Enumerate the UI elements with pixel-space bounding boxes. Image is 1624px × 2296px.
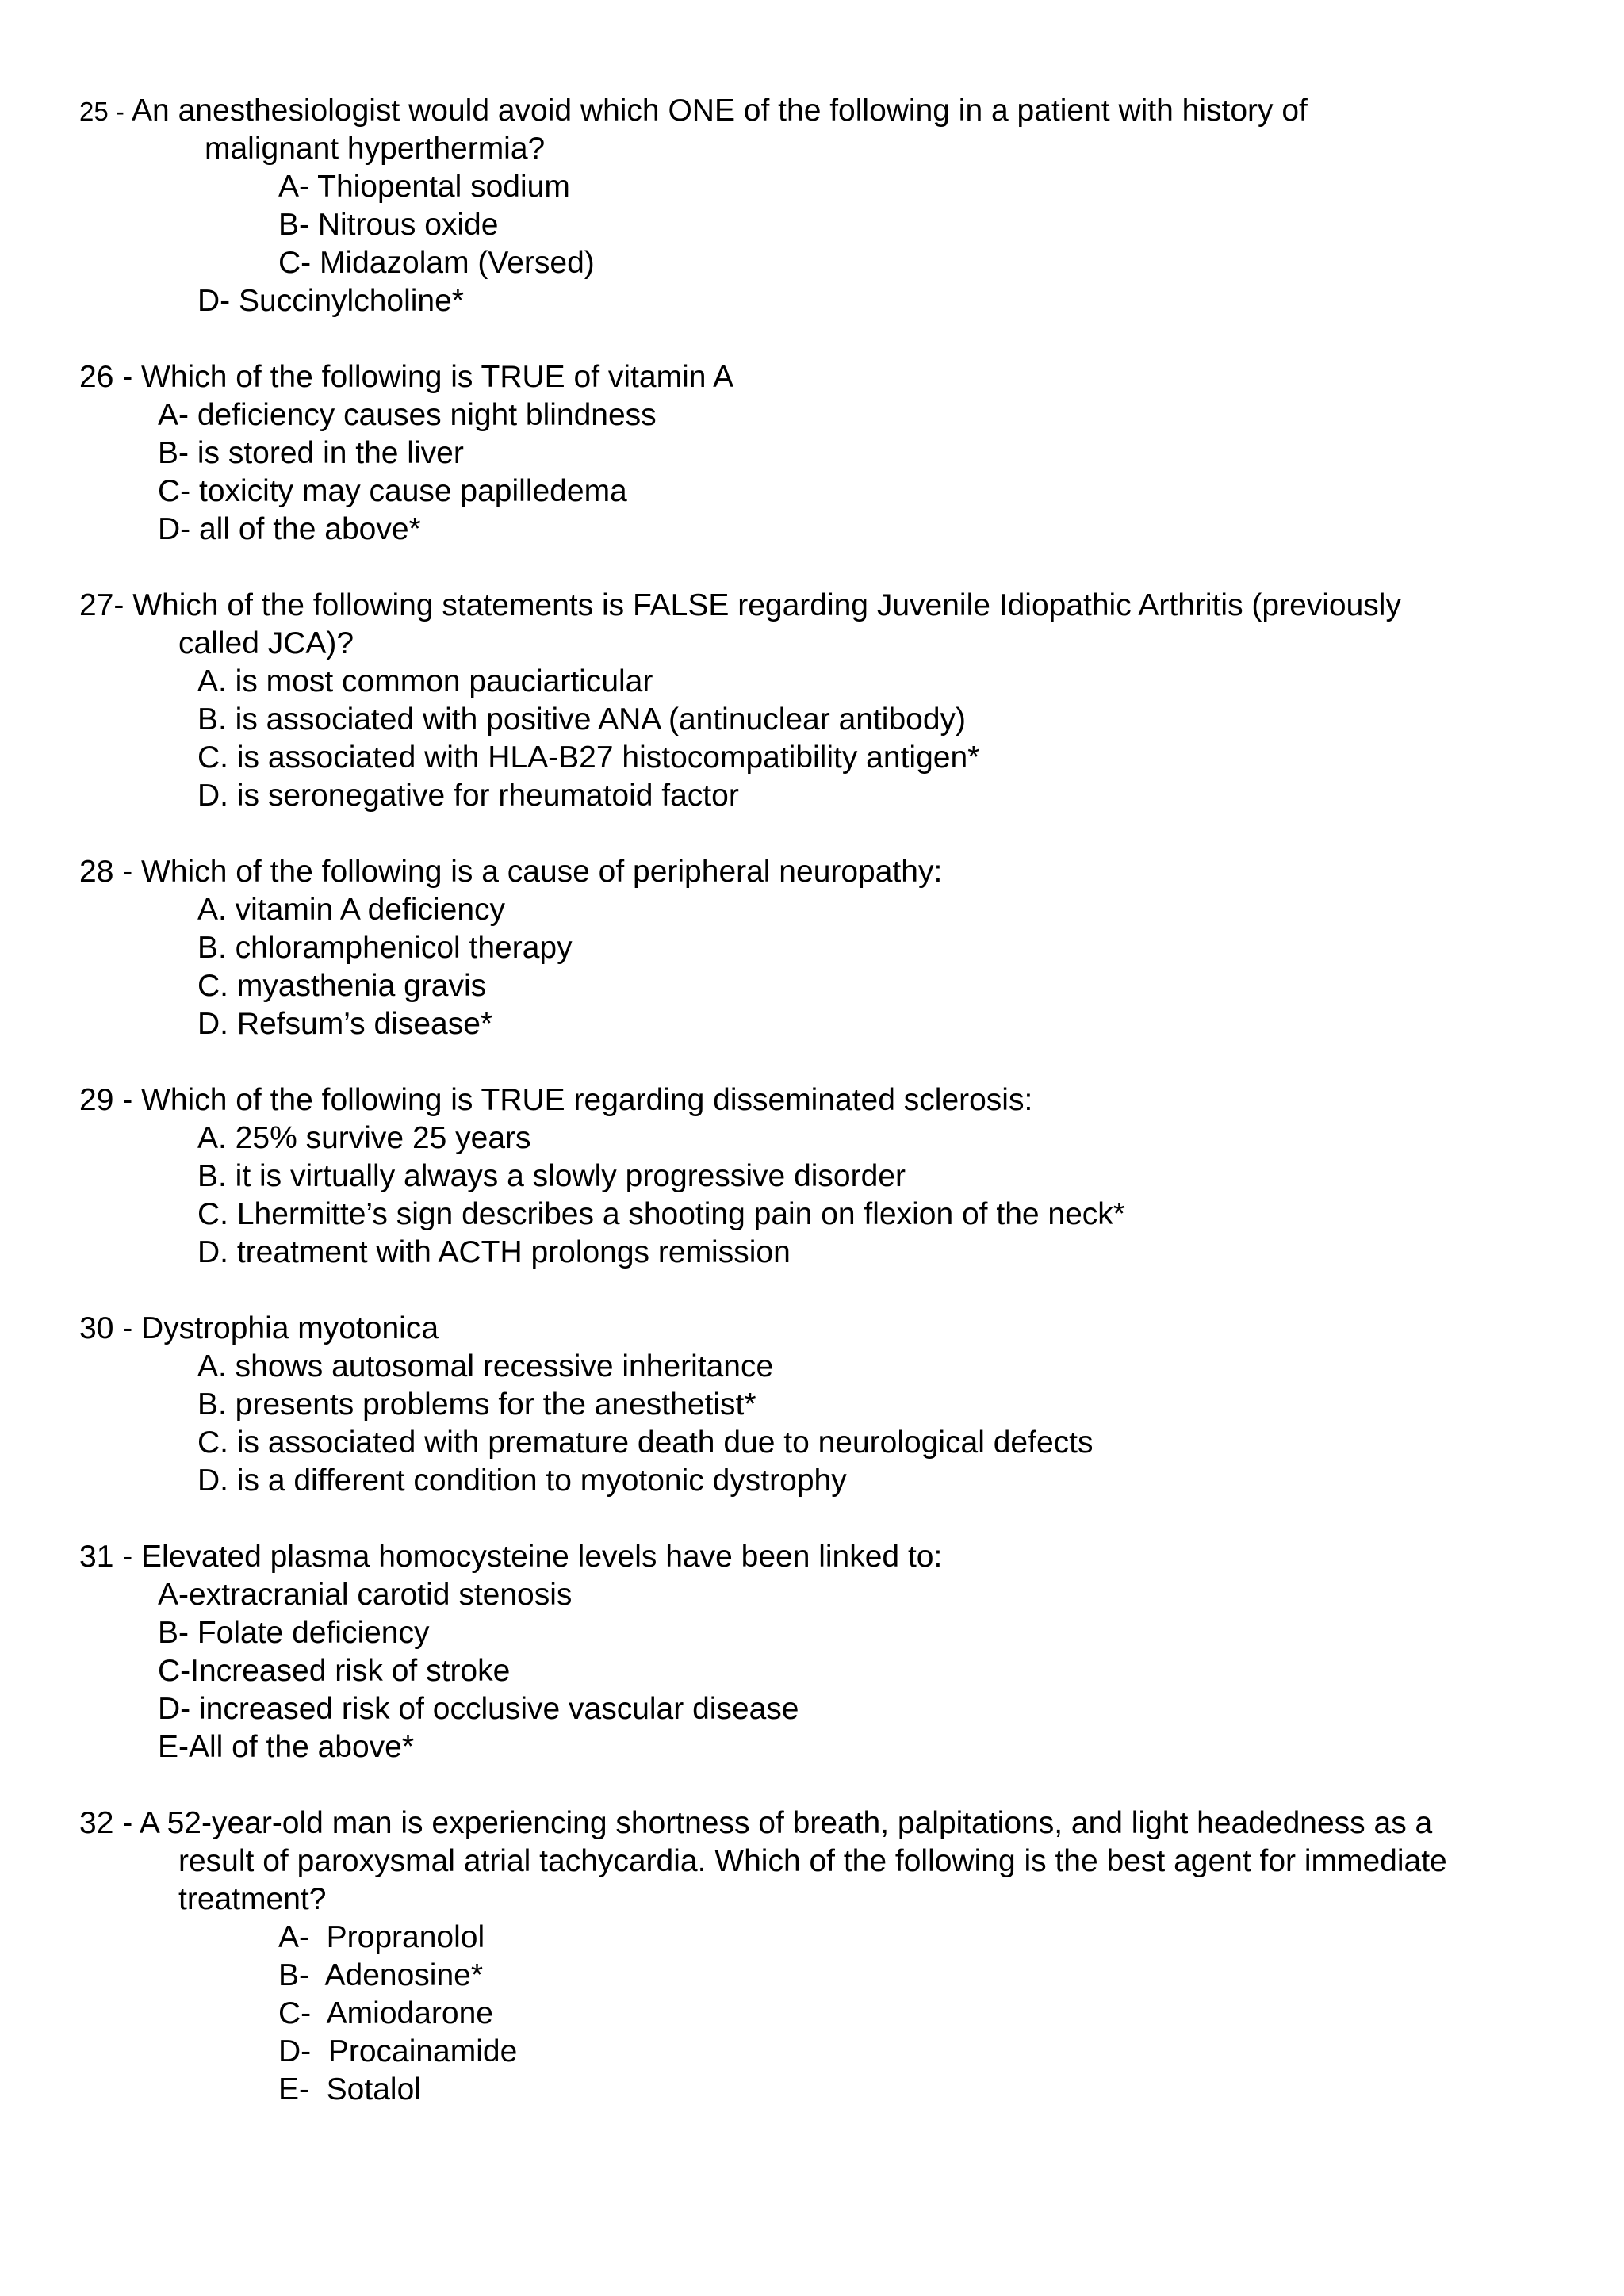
answer-option: B. presents problems for the anesthetist* xyxy=(197,1387,756,1422)
answer-option: D- Procainamide xyxy=(278,2034,518,2068)
answer-option: A-extracranial carotid stenosis xyxy=(158,1578,573,1612)
answer-option: A. is most common pauciarticular xyxy=(197,664,653,698)
question-number: 28 - xyxy=(79,855,142,889)
answer-option: C- toxicity may cause papilledema xyxy=(158,474,627,508)
answer-option: E- Sotalol xyxy=(278,2072,421,2107)
answer-option: B. it is virtually always a slowly progressive disorder xyxy=(197,1159,906,1193)
question-stem: 31 - Elevated plasma homocysteine levels have been linked to: xyxy=(79,1540,943,1574)
question-stem: 27- Which of the following statements is FALSE regarding Juvenile Idiopathic Arthritis (previously xyxy=(79,588,1401,622)
question-stem: 25 - An anesthesiologist would avoid which ONE of the following in a patient with history of xyxy=(79,94,1308,128)
question-number: 29 - xyxy=(79,1083,142,1117)
answer-option: C. is associated with premature death due to neurological defects xyxy=(197,1425,1094,1460)
answer-option: B- Nitrous oxide xyxy=(278,208,499,242)
answer-option: A. shows autosomal recessive inheritance xyxy=(197,1349,774,1383)
question-number: 26 - xyxy=(79,360,142,394)
question-stem-continuation: result of paroxysmal atrial tachycardia. Which of the following is the best agent for immediate xyxy=(178,1844,1447,1878)
question-number: 32 - xyxy=(79,1806,140,1840)
answer-option: A. 25% survive 25 years xyxy=(197,1121,531,1155)
question-number: 27- xyxy=(79,588,133,622)
answer-option: A- deficiency causes night blindness xyxy=(158,398,657,432)
question-stem: 26 - Which of the following is TRUE of vitamin A xyxy=(79,360,734,394)
answer-option: A- Propranolol xyxy=(278,1920,485,1954)
answer-option: C. myasthenia gravis xyxy=(197,969,487,1003)
question-number: 30 - xyxy=(79,1311,142,1345)
question-stem-continuation: treatment? xyxy=(178,1882,327,1916)
answer-option: B- is stored in the liver xyxy=(158,436,464,470)
answer-option: E-All of the above* xyxy=(158,1730,415,1764)
answer-option: D. Refsum’s disease* xyxy=(197,1007,493,1041)
answer-option: A- Thiopental sodium xyxy=(278,170,570,204)
question-number: 25 - xyxy=(79,97,132,126)
answer-option: D. treatment with ACTH prolongs remission xyxy=(197,1235,791,1269)
question-stem: 30 - Dystrophia myotonica xyxy=(79,1311,439,1345)
question-number: 31 - xyxy=(79,1540,142,1574)
answer-option: B. chloramphenicol therapy xyxy=(197,931,573,965)
answer-option: D- increased risk of occlusive vascular disease xyxy=(158,1692,799,1726)
answer-option: D. is seronegative for rheumatoid factor xyxy=(197,779,739,813)
answer-option: B- Folate deficiency xyxy=(158,1616,430,1650)
answer-option: A. vitamin A deficiency xyxy=(197,893,506,927)
answer-option: C-Increased risk of stroke xyxy=(158,1654,511,1688)
answer-option: C. is associated with HLA-B27 histocompatibility antigen* xyxy=(197,740,980,775)
question-stem-continuation: malignant hyperthermia? xyxy=(205,132,546,166)
answer-option: C- Amiodarone xyxy=(278,1996,493,2030)
answer-option: D- all of the above* xyxy=(158,512,421,546)
answer-option: C- Midazolam (Versed) xyxy=(278,246,595,280)
question-stem: 29 - Which of the following is TRUE regarding disseminated sclerosis: xyxy=(79,1083,1033,1117)
answer-option: D- Succinylcholine* xyxy=(197,284,464,318)
question-stem-continuation: called JCA)? xyxy=(178,626,354,660)
answer-option: B- Adenosine* xyxy=(278,1958,484,1992)
question-stem: 32 - A 52-year-old man is experiencing shortness of breath, palpitations, and light headedness as a xyxy=(79,1806,1433,1840)
answer-option: B. is associated with positive ANA (antinuclear antibody) xyxy=(197,702,967,737)
answer-option: C. Lhermitte’s sign describes a shooting pain on flexion of the neck* xyxy=(197,1197,1125,1231)
question-stem: 28 - Which of the following is a cause of peripheral neuropathy: xyxy=(79,855,943,889)
answer-option: D. is a different condition to myotonic dystrophy xyxy=(197,1464,847,1498)
